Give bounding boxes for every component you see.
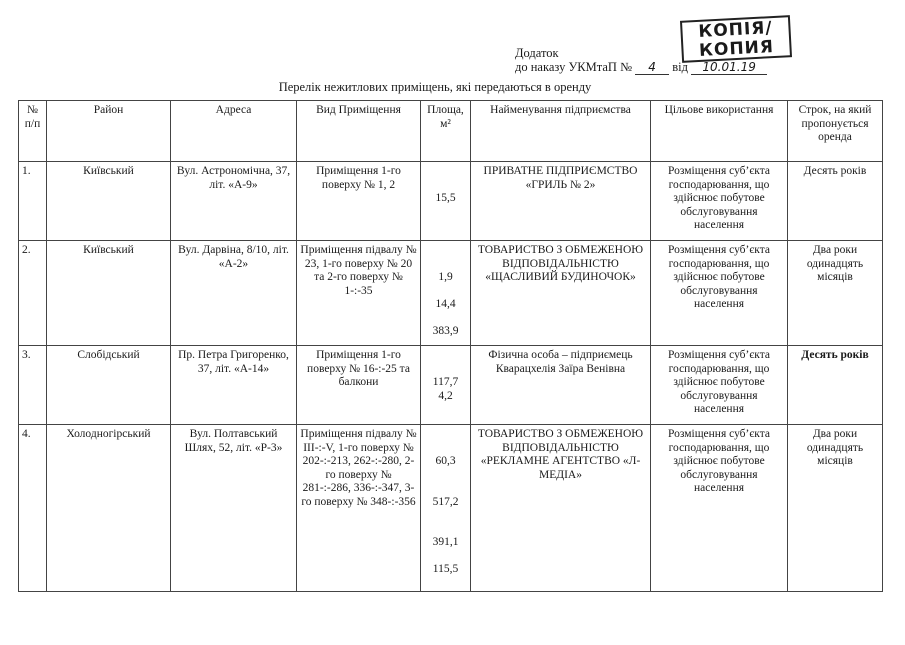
header-term: Строк, на який пропонується оренда: [788, 101, 883, 162]
area-line: [424, 442, 467, 456]
area-line: [424, 312, 467, 326]
addendum-header: [515, 46, 767, 75]
area-line: 4,2: [438, 389, 453, 402]
area-line: 391,1: [432, 536, 459, 548]
header-area: Площа, м²: [421, 101, 471, 162]
row-area: [421, 346, 471, 425]
header-purpose: Цільове використання: [651, 101, 788, 162]
row-district: Холодногірський: [47, 425, 171, 592]
area-line: 60,3: [435, 455, 456, 467]
area-line: [424, 244, 467, 258]
header-address: Адреса: [171, 101, 297, 162]
row-company: Фізична особа – підприємець Кварацхелія Заїра Венівна: [471, 346, 651, 425]
area-line: 1,9: [438, 271, 453, 283]
area-line: 15,5: [435, 192, 456, 204]
area-line: 115,5: [432, 563, 459, 575]
area-line: [424, 509, 467, 523]
row-company: ТОВАРИСТВО З ОБМЕЖЕНОЮ ВІДПОВІДАЛЬНІСТЮ «ЩАСЛИВИЙ БУДИНОЧОК»: [471, 241, 651, 346]
row-district: Київський: [47, 241, 171, 346]
row-address: Вул. Дарвіна, 8/10, літ. «А-2»: [171, 241, 297, 346]
row-address: Пр. Петра Григоренко, 37, літ. «А-14»: [171, 346, 297, 425]
row-purpose: Розміщення суб’єкта господарювання, що здійснює побутове обслуговування населення: [651, 241, 788, 346]
row-premises: Приміщення підвалу № 23, 1-го поверху № 20 та 2-го поверху № 1-:-35: [297, 241, 421, 346]
row-term: Два роки одинадцять місяців: [788, 425, 883, 592]
row-company: ПРИВАТНЕ ПІДПРИЄМСТВО «ГРИЛЬ № 2»: [471, 162, 651, 241]
area-line: [424, 469, 467, 483]
area-line: [424, 285, 467, 299]
stamp-line-2: КОПИЯ: [698, 37, 775, 61]
order-prefix: до наказу УКМтаП №: [515, 60, 632, 74]
area-line: 117,7: [432, 376, 459, 388]
area-line: [424, 363, 467, 377]
area-line: 517,2: [432, 495, 459, 508]
row-num: 2.: [19, 241, 47, 346]
premises-table: [18, 100, 883, 592]
area-line: [424, 165, 467, 179]
row-area: [421, 425, 471, 592]
row-term: Десять років: [788, 346, 883, 425]
header-premises: Вид Приміщення: [297, 101, 421, 162]
row-premises: Приміщення 1-го поверху № 16-:-25 та балкони: [297, 346, 421, 425]
table-header-row: [19, 101, 883, 162]
row-num: 1.: [19, 162, 47, 241]
table-row: [19, 425, 883, 592]
row-purpose: Розміщення суб’єкта господарювання, що здійснює побутове обслуговування населення: [651, 346, 788, 425]
order-date: 10.01.19: [691, 60, 767, 75]
table-row: [19, 241, 883, 346]
row-term: Десять років: [788, 162, 883, 241]
addendum-title: Додаток: [515, 46, 559, 60]
row-purpose: Розміщення суб’єкта господарювання, що здійснює побутове обслуговування населення: [651, 425, 788, 592]
order-number: 4: [635, 60, 669, 75]
header-company: Найменування підприємства: [471, 101, 651, 162]
area-line: [424, 550, 467, 564]
row-company: ТОВАРИСТВО З ОБМЕЖЕНОЮ ВІДПОВІДАЛЬНІСТЮ «РЕКЛАМНЕ АГЕНТСТВО «Л-МЕДІА»: [471, 425, 651, 592]
row-area: [421, 241, 471, 346]
row-premises: Приміщення підвалу № ІІІ-:-V, 1-го поверху № 202-:-213, 262-:-280, 2-го поверху № 281-:-286, 336-:-347, 3-го поверху № 348-:-356: [297, 425, 421, 592]
row-num: 3.: [19, 346, 47, 425]
area-line: [424, 179, 467, 193]
list-title: Перелік нежитлових приміщень, які передаються в оренду: [278, 80, 592, 94]
stamp-line-1: КОПІЯ/: [697, 18, 774, 42]
row-address: Вул. Полтавський Шлях, 52, літ. «Р-3»: [171, 425, 297, 592]
date-prefix: від: [672, 60, 688, 74]
header-district: Район: [47, 101, 171, 162]
area-line: [424, 349, 467, 363]
area-line: [424, 482, 467, 496]
area-line: [424, 258, 467, 272]
row-district: Київський: [47, 162, 171, 241]
table-row: [19, 346, 883, 425]
area-line: 14,4: [435, 298, 456, 310]
row-term: Два роки одинадцять місяців: [788, 241, 883, 346]
area-line: [424, 523, 467, 537]
area-line: 383,9: [432, 325, 459, 337]
header-num: № п/п: [19, 101, 47, 162]
row-purpose: Розміщення суб’єкта господарювання, що здійснює побутове обслуговування населення: [651, 162, 788, 241]
row-district: Слобідський: [47, 346, 171, 425]
row-num: 4.: [19, 425, 47, 592]
table-row: [19, 162, 883, 241]
order-reference: [515, 60, 767, 75]
row-address: Вул. Астрономічна, 37, літ. «А-9»: [171, 162, 297, 241]
row-premises: Приміщення 1-го поверху № 1, 2: [297, 162, 421, 241]
row-area: [421, 162, 471, 241]
area-line: [424, 428, 467, 442]
